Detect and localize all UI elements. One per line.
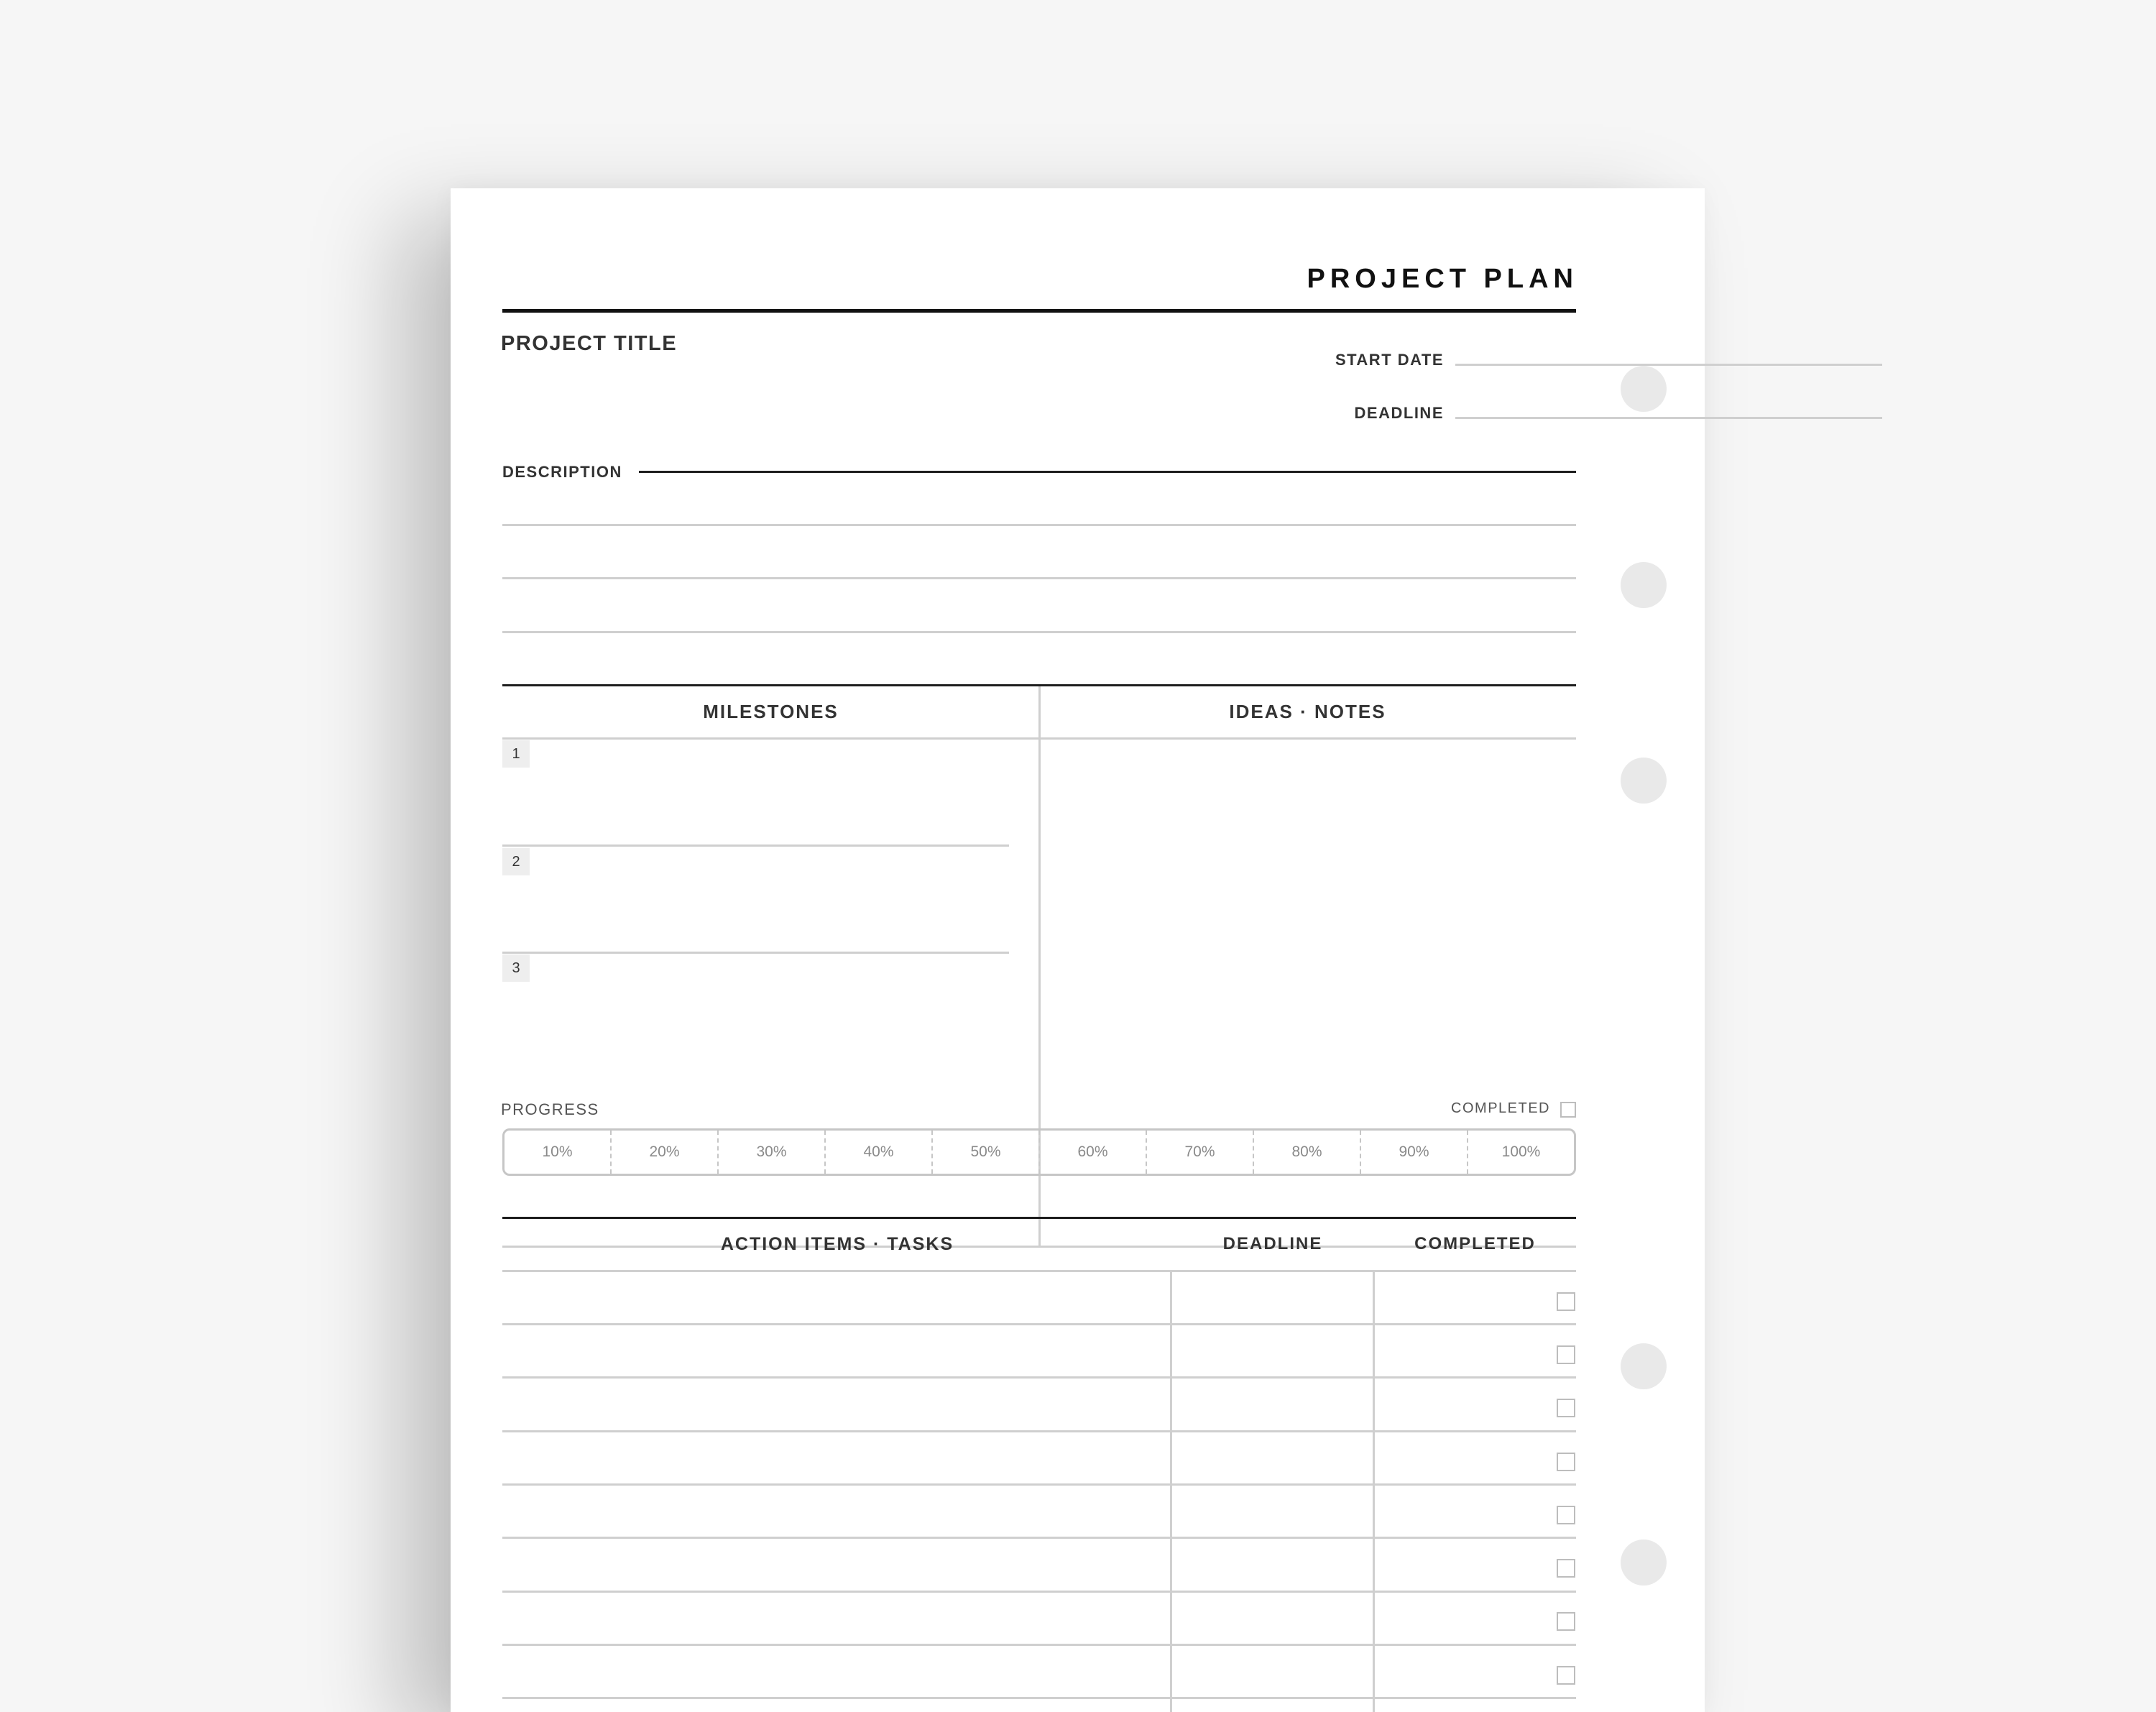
progress-completed-label: COMPLETED	[1451, 1100, 1550, 1116]
milestone-line-1[interactable]	[502, 845, 1009, 847]
task-checkbox-7[interactable]	[1557, 1612, 1575, 1631]
progress-completed-checkbox[interactable]	[1560, 1102, 1576, 1118]
task-row-line-2[interactable]	[502, 1376, 1576, 1379]
tasks-completed-divider	[1373, 1271, 1375, 1712]
task-checkbox-5[interactable]	[1557, 1506, 1575, 1524]
punch-hole-2	[1621, 562, 1667, 608]
punch-hole-1	[1621, 366, 1667, 412]
description-line-2[interactable]	[502, 577, 1576, 579]
progress-segment-40[interactable]: 40%	[824, 1131, 931, 1174]
progress-segment-90[interactable]: 90%	[1360, 1131, 1467, 1174]
document-title: PROJECT PLAN	[1307, 264, 1578, 294]
progress-segment-10[interactable]: 10%	[542, 1143, 573, 1160]
start-date-label: START DATE	[1335, 351, 1444, 369]
task-checkbox-2[interactable]	[1557, 1345, 1575, 1364]
punch-hole-5	[1621, 1540, 1667, 1586]
start-date-field[interactable]	[1455, 364, 1882, 366]
progress-segment-70[interactable]: 70%	[1146, 1131, 1253, 1174]
task-row-line-6[interactable]	[502, 1591, 1576, 1593]
deadline-label: DEADLINE	[1354, 404, 1444, 422]
punch-hole-3	[1621, 758, 1667, 804]
milestone-number-1: 1	[502, 740, 530, 768]
progress-bar[interactable]	[502, 1128, 1576, 1176]
progress-segment-50[interactable]: 50%	[931, 1131, 1038, 1174]
ideas-notes-heading: IDEAS · NOTES	[1229, 701, 1386, 722]
progress-segment-30[interactable]: 30%	[717, 1131, 824, 1174]
task-row-line-7[interactable]	[502, 1644, 1576, 1646]
milestone-number-2: 2	[502, 848, 530, 875]
punch-hole-4	[1621, 1343, 1667, 1389]
task-row-line-5[interactable]	[502, 1537, 1576, 1539]
task-row-line-3[interactable]	[502, 1430, 1576, 1432]
tasks-heading: ACTION ITEMS · TASKS	[720, 1234, 954, 1254]
tasks-deadline-heading: DEADLINE	[1222, 1234, 1323, 1253]
task-row-line-1[interactable]	[502, 1323, 1576, 1325]
task-checkbox-8[interactable]	[1557, 1666, 1575, 1685]
description-rule	[639, 471, 1576, 473]
task-checkbox-1[interactable]	[1557, 1292, 1575, 1311]
progress-segment-20[interactable]: 20%	[610, 1131, 717, 1174]
progress-segment-80[interactable]: 80%	[1253, 1131, 1360, 1174]
progress-segment-100[interactable]: 100%	[1467, 1131, 1574, 1174]
tasks-deadline-divider	[1170, 1271, 1172, 1712]
tasks-completed-heading: COMPLETED	[1414, 1234, 1536, 1253]
description-line-3[interactable]	[502, 631, 1576, 633]
task-checkbox-4[interactable]	[1557, 1453, 1575, 1471]
milestones-heading: MILESTONES	[703, 701, 839, 722]
tasks-top-rule	[502, 1217, 1576, 1219]
progress-segment-60[interactable]: 60%	[1038, 1131, 1146, 1174]
description-label: DESCRIPTION	[502, 463, 622, 481]
task-row-line-8[interactable]	[502, 1697, 1576, 1699]
planner-page	[451, 188, 1705, 1712]
deadline-field[interactable]	[1455, 417, 1882, 419]
task-row-line-4[interactable]	[502, 1483, 1576, 1486]
task-checkbox-3[interactable]	[1557, 1399, 1575, 1417]
tasks-header-rule	[502, 1270, 1576, 1272]
project-title-label: PROJECT TITLE	[501, 332, 678, 355]
milestone-line-2[interactable]	[502, 952, 1009, 954]
progress-label: PROGRESS	[501, 1100, 599, 1118]
title-rule	[502, 309, 1576, 313]
milestone-number-3: 3	[502, 954, 530, 982]
description-line-1[interactable]	[502, 524, 1576, 526]
task-checkbox-6[interactable]	[1557, 1559, 1575, 1578]
